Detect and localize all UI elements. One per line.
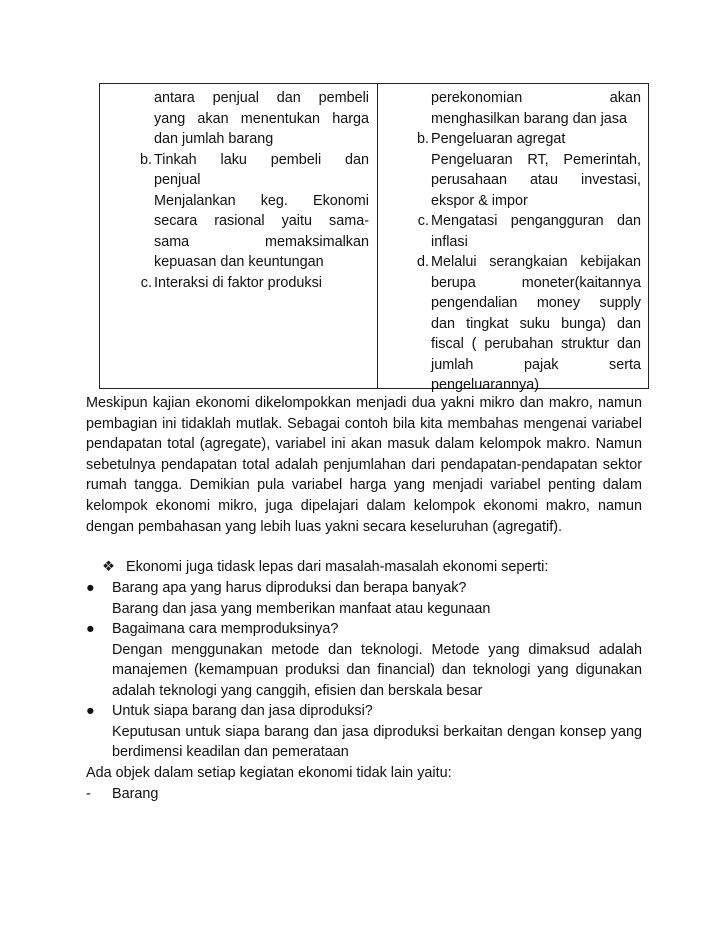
body-paragraph: Meskipun kajian ekonomi dikelompokkan menjadi dua yakni mikro dan makro, namun pembagian ini tidaklah mutlak. Sebagai contoh bila kita membahas mengenai variabel pendapatan total (agregate), variabel ini akan masuk dalam kelompok makro. Namun sebetulnya pendapatan total adalah penjumlahan dari pendapatan-pendapatan sektor rumah tangga. Demikian pula variabel harga yang menjadi variabel penting dalam kelompok ekonomi mikro, juga dipelajari dalam kelompok ekonomi makro, namun dengan pembahasan yang lebih luas yakni secara keseluruhan (agregatif). (86, 395, 642, 535)
text-line: yang akan menentukan harga (154, 110, 369, 127)
text-line: jumlah pajak serta (431, 356, 641, 373)
table-column-divider (377, 84, 378, 388)
list-marker: b. (416, 131, 429, 147)
text-line: kepuasan dan keuntungan (154, 254, 324, 270)
text-line: ekspor & impor (431, 192, 528, 209)
text-line: perekonomian akan (431, 90, 641, 106)
text-line: menghasilkan barang dan jasa (431, 110, 628, 127)
bullet-question: Untuk siapa barang dan jasa diproduksi? (112, 703, 373, 719)
text-line: Melalui serangkaian kebijakan (431, 254, 641, 270)
text-line: pengeluarannya) (431, 377, 540, 393)
closing-sentence: Ada objek dalam setiap kegiatan ekonomi tidak lain yaitu: (86, 765, 452, 781)
right-item-a-continuation (401, 88, 641, 129)
bullet-answer: Keputusan untuk siapa barang dan jasa diproduksi berkaitan dengan konsep yang berdimensi keadilan dan pemerataan (112, 723, 642, 761)
text-line: Pengeluaran RT, Pemerintah, (431, 151, 641, 168)
text-line: dan jumlah barang (154, 131, 274, 147)
bullet-question: Bagaimana cara memproduksinya? (112, 621, 339, 637)
text-line: berupa moneter(kaitannya (431, 274, 641, 291)
text-line: Tinkah laku pembeli dan (154, 151, 369, 168)
list-marker: c. (417, 213, 429, 229)
right-item-d (401, 252, 641, 396)
diamond-list-text: Ekonomi juga tidask lepas dari masalah-masalah ekonomi seperti: (126, 559, 549, 575)
table-left-column (124, 88, 369, 293)
text-line: perusahaan atau investasi, (431, 172, 641, 188)
text-line: dan tingkat suku bunga) dan (431, 315, 641, 332)
diamond-bullet-icon: ❖ (102, 559, 115, 575)
list-marker: d. (416, 254, 429, 270)
list-marker: b. (139, 151, 152, 168)
text-line: Mengatasi pengangguran dan (431, 213, 641, 229)
bullet-answer: Barang dan jasa yang memberikan manfaat atau kegunaan (112, 600, 491, 617)
bullet-item-2 (86, 619, 642, 701)
bullet-question: Barang apa yang harus diproduksi dan berapa banyak? (112, 580, 467, 596)
dash-marker: - (86, 786, 91, 802)
dash-list-item (86, 784, 642, 805)
right-item-b (401, 129, 641, 211)
text-line: inflasi (431, 233, 468, 250)
bullet-icon: ● (86, 580, 95, 596)
bullet-item-1 (86, 578, 642, 619)
text-line: antara penjual dan pembeli (154, 90, 369, 106)
text-line: Interaksi di faktor produksi (154, 274, 322, 291)
bullet-answer: Dengan menggunakan metode dan teknologi. Metode yang dimaksud adalah manajemen (kemampuan produksi dan financial) dan teknologi yang digunakan adalah teknologi yang canggih, efisien dan berskala besar (112, 641, 642, 699)
bullet-icon: ● (86, 703, 95, 719)
text-line: sama memaksimalkan (154, 233, 369, 250)
left-item-b (124, 150, 369, 273)
comparison-table (99, 83, 649, 393)
right-item-c (401, 211, 641, 252)
left-item-a-continuation (124, 88, 369, 150)
left-item-c (124, 273, 369, 294)
text-line: fiscal ( perubahan struktur dan (431, 336, 641, 352)
text-line: Pengeluaran agregat (431, 131, 566, 147)
dash-list-text: Barang (112, 786, 159, 802)
table-right-column (401, 88, 641, 396)
diamond-list-item (102, 557, 642, 578)
bullet-item-3 (86, 701, 642, 763)
text-line: secara rasional yaitu sama- (154, 213, 369, 229)
text-line: pengendalian money supply (431, 295, 641, 311)
text-line: Menjalankan keg. Ekonomi (154, 192, 369, 209)
bullet-icon: ● (86, 621, 95, 637)
list-marker: c. (140, 274, 152, 291)
text-line: penjual (154, 172, 201, 188)
